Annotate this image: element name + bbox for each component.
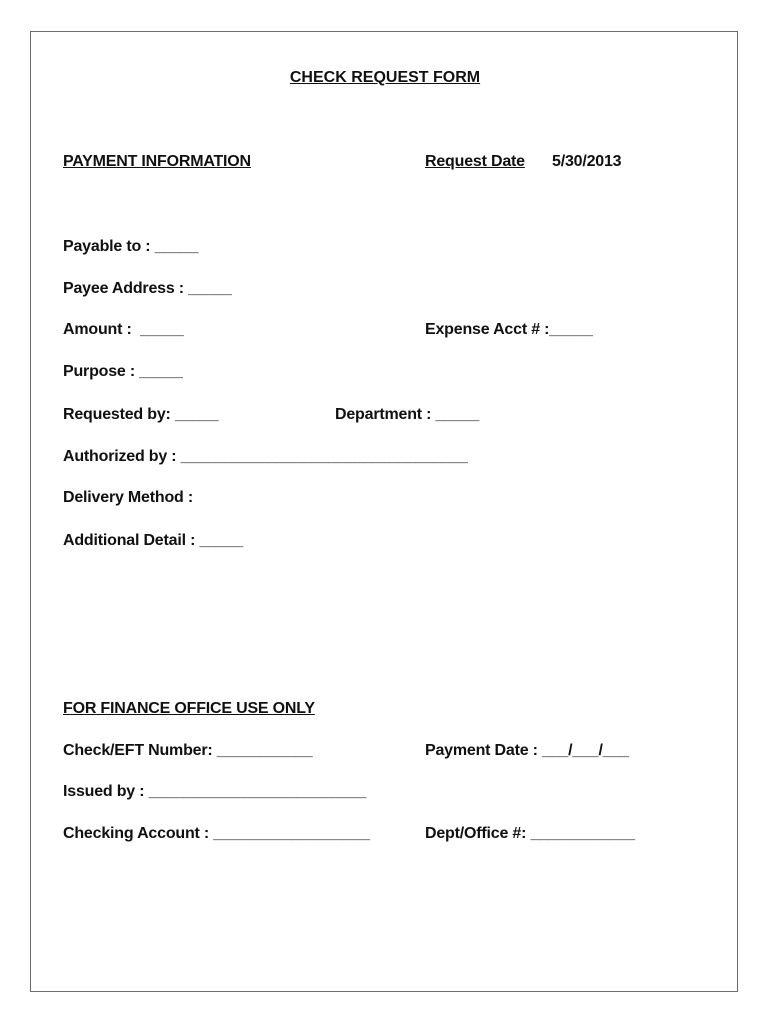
requested-by-field: Requested by: _____ [63,406,219,423]
issued-by-field: Issued by : _________________________ [63,783,367,800]
purpose-field: Purpose : _____ [63,363,183,380]
payment-date-field: Payment Date : ___/___/___ [425,742,629,759]
additional-detail-field: Additional Detail : _____ [63,532,243,549]
dept-office-field: Dept/Office #: ____________ [425,825,635,842]
request-date-value: 5/30/2013 [552,153,622,170]
finance-office-heading: FOR FINANCE OFFICE USE ONLY [63,700,315,717]
expense-acct-field: Expense Acct # :_____ [425,321,593,338]
payment-information-heading: PAYMENT INFORMATION [63,153,251,170]
payee-address-field: Payee Address : _____ [63,280,232,297]
amount-field: Amount : _____ [63,321,184,338]
department-field: Department : _____ [335,406,480,423]
form-title: CHECK REQUEST FORM [289,69,481,86]
request-date-label: Request Date [425,153,525,170]
authorized-by-field: Authorized by : _________________________________ [63,448,468,465]
form-page [30,31,738,992]
delivery-method-field: Delivery Method : [63,489,193,506]
checking-account-field: Checking Account : __________________ [63,825,370,842]
check-eft-number-field: Check/EFT Number: ___________ [63,742,313,759]
payable-to-field: Payable to : _____ [63,238,199,255]
